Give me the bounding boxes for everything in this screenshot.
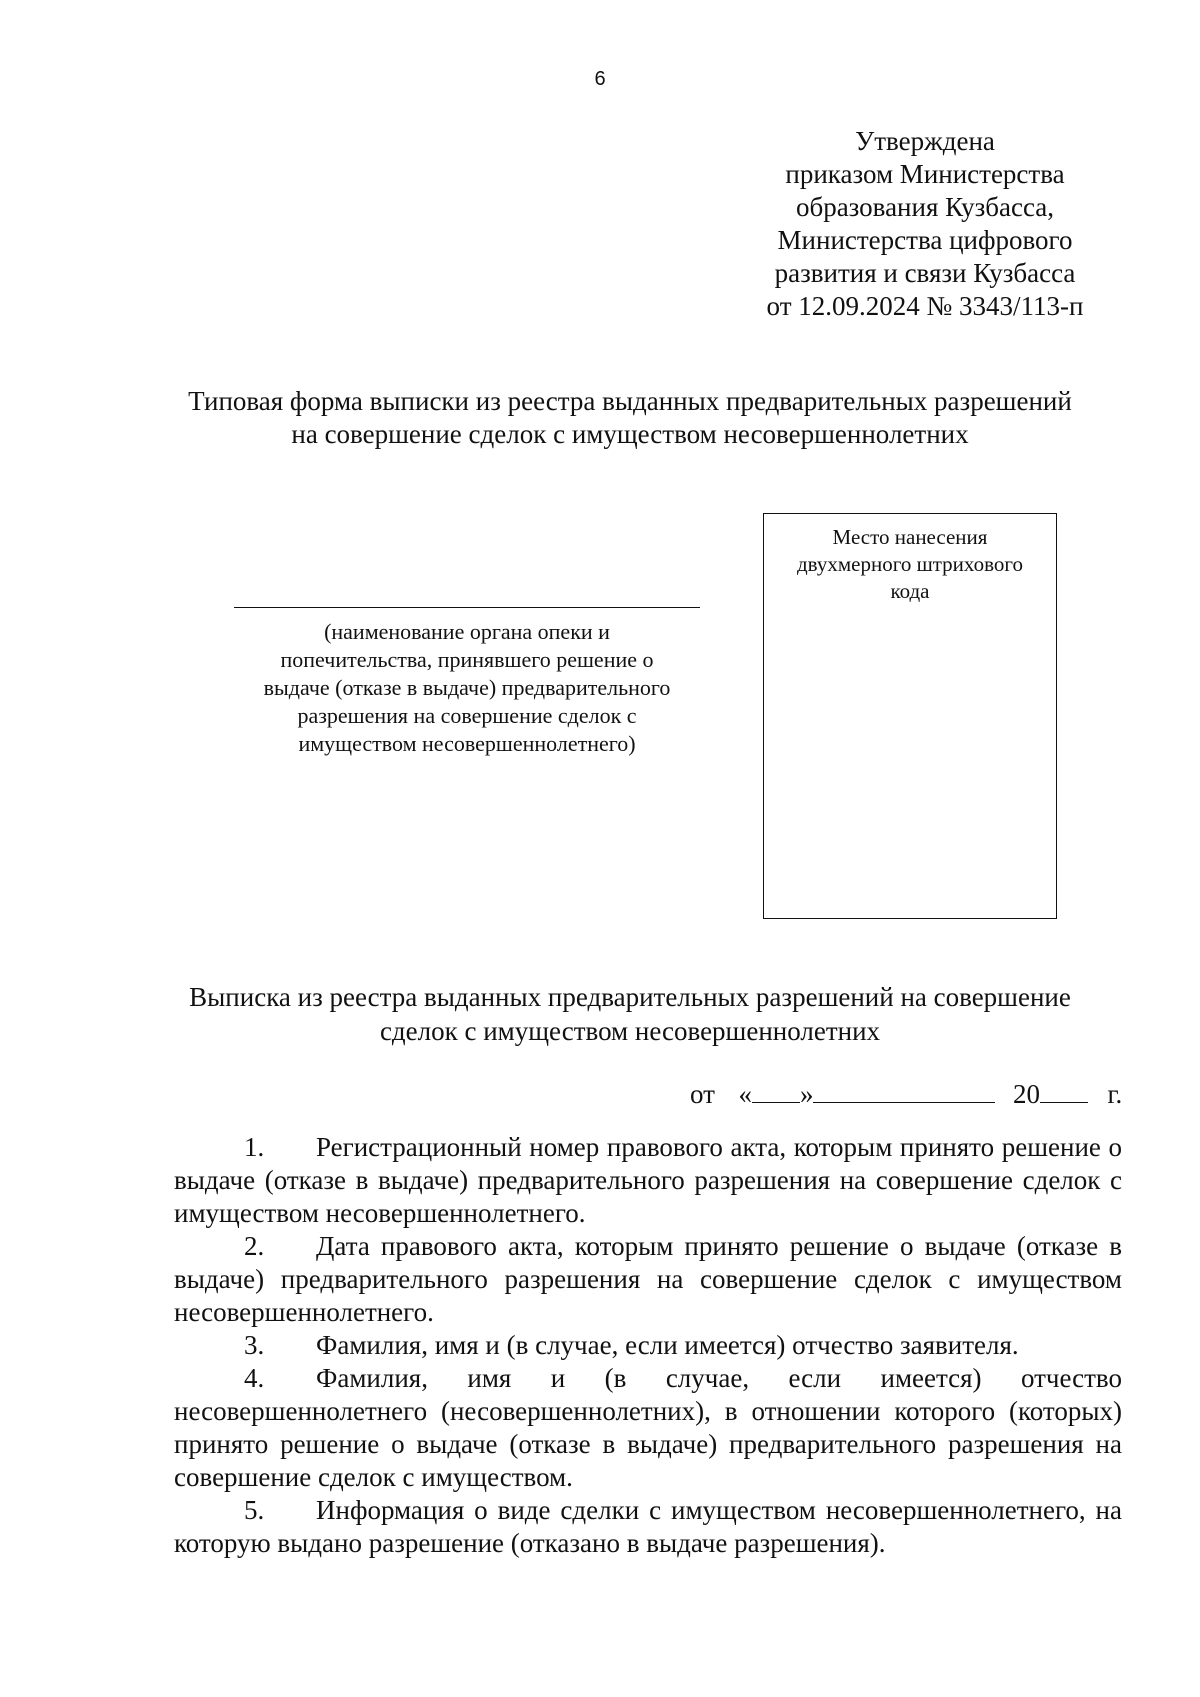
extract-date-line xyxy=(690,1076,1122,1111)
extract-title-line: сделок с имуществом несовершеннолетних xyxy=(379,1016,881,1046)
item-number: 4. xyxy=(244,1363,265,1393)
barcode-label-line: кода xyxy=(890,579,930,603)
list-item xyxy=(174,1329,1122,1362)
day-blank xyxy=(752,1076,800,1103)
extract-title xyxy=(150,980,1110,1048)
approval-stamp xyxy=(700,125,1150,323)
form-title-line: на совершение сделок с имуществом несовершеннолетних xyxy=(291,419,969,449)
barcode-label-line: двухмерного штрихового xyxy=(797,552,1023,576)
item-text: Регистрационный номер правового акта, которым принято решение о выдаче (отказе в выдаче) предварительного разрешения на совершение сделок с имуществом несовершеннолетнего. xyxy=(174,1132,1122,1228)
extract-title-line: Выписка из реестра выданных предварительных разрешений на совершение xyxy=(189,982,1071,1012)
date-close-quote: » xyxy=(799,1079,814,1109)
form-title-line: Типовая форма выписки из реестра выданных предварительных разрешений xyxy=(188,386,1072,416)
org-caption-line: выдаче (отказе в выдаче) предварительного xyxy=(263,675,671,700)
year-prefix: 20 xyxy=(1012,1079,1040,1109)
date-suffix: г. xyxy=(1107,1079,1123,1109)
approval-line: Утверждена xyxy=(855,126,995,156)
page-number: 6 xyxy=(594,68,606,90)
item-text: Фамилия, имя и (в случае, если имеется) отчество несовершеннолетнего (несовершеннолетних), в отношении которого (которых) принято решение о выдаче (отказе в выдаче) предварительного разрешения на совершение сделок с имуществом. xyxy=(174,1363,1122,1492)
list-item xyxy=(174,1131,1122,1230)
org-caption-line: имуществом несовершеннолетнего) xyxy=(298,731,636,756)
approval-line: образования Кузбасса, xyxy=(795,192,1055,222)
approval-line: от 12.09.2024 № 3343/113-п xyxy=(766,291,1084,321)
item-text: Информация о виде сделки с имуществом несовершеннолетнего, на которую выдано разрешение (отказано в выдаче разрешения). xyxy=(174,1495,1122,1558)
item-number: 2. xyxy=(244,1231,265,1261)
approval-line: приказом Министерства xyxy=(785,159,1065,189)
list-item xyxy=(174,1230,1122,1329)
item-number: 1. xyxy=(244,1132,265,1162)
org-name-blank-line xyxy=(234,607,700,608)
org-name-caption xyxy=(222,618,712,758)
approval-line: развития и связи Кузбасса xyxy=(774,258,1076,288)
year-blank xyxy=(1040,1076,1088,1103)
org-caption-line: (наименование органа опеки и xyxy=(324,619,610,644)
barcode-label-line: Место нанесения xyxy=(832,525,988,549)
approval-line: Министерства цифрового xyxy=(777,225,1073,255)
month-blank xyxy=(813,1076,995,1103)
barcode-placeholder-label xyxy=(763,524,1057,605)
list-item xyxy=(174,1494,1122,1560)
extract-items-list xyxy=(174,1131,1122,1560)
item-number: 5. xyxy=(244,1495,265,1525)
item-text: Фамилия, имя и (в случае, если имеется) отчество заявителя. xyxy=(316,1330,1019,1360)
date-prefix: от xyxy=(690,1079,715,1109)
form-title xyxy=(150,385,1110,451)
org-caption-line: попечительства, принявшего решение о xyxy=(280,647,654,672)
item-text: Дата правового акта, которым принято решение о выдаче (отказе в выдаче) предварительного разрешения на совершение сделок с имуществом несовершеннолетнего. xyxy=(174,1231,1122,1327)
org-caption-line: разрешения на совершение сделок с xyxy=(297,703,637,728)
item-number: 3. xyxy=(244,1330,265,1360)
list-item xyxy=(174,1362,1122,1494)
date-open-quote: « xyxy=(738,1079,752,1109)
